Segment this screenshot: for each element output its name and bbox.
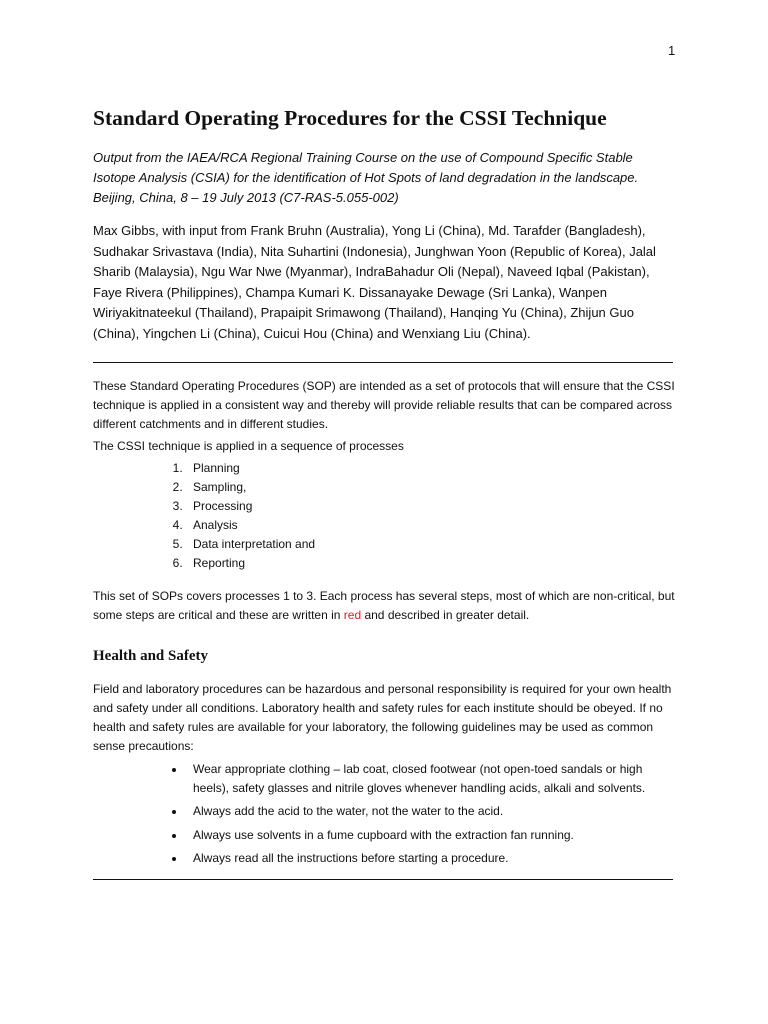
process-list	[93, 459, 677, 573]
list-item: 1. Planning	[186, 459, 677, 478]
list-item: • Always read all the instructions before starting a procedure.	[186, 849, 677, 868]
section-heading-health-safety: Health and Safety	[93, 648, 209, 664]
list-item: 3. Processing	[186, 497, 677, 516]
document-title: Standard Operating Procedures for the CSSI Technique	[93, 106, 607, 130]
intro-paragraph: These Standard Operating Procedures (SOP) are intended as a set of protocols that will ensure that the CSSI technique is applied in a consistent way and thereby will provide reliable results that can be compared across different catchments and in different studies.	[93, 379, 675, 431]
sop-note-text: This set of SOPs covers processes 1 to 3. Each process has several steps, most of which are non-critical, but some steps are critical and these are written in	[93, 589, 675, 622]
document-body	[93, 104, 677, 880]
list-item: 5. Data interpretation and	[186, 535, 677, 554]
safety-guidelines-list	[93, 760, 677, 868]
author-list: Max Gibbs, with input from Frank Bruhn (Australia), Yong Li (China), Md. Tarafder (Bangladesh), Sudhakar Srivastava (India), Nita Suhartini (Indonesia), Junghwan Yoon (Republic of Korea), Jalal Sharib (Malaysia), Ngu War Nwe (Myanmar), IndraBahadur Oli (Nepal), Naveed Iqbal (Pakistan), Faye Rivera (Philippines), Champa Kumari K. Dissanayake Dewage (Sri Lanka), Wanpen Wiriyakitnateekul (Thailand), Prapaipit Srimawong (Thailand), Hanqing Yu (China), Zhijun Guo (China), Yingchen Li (China), Cuicui Hou (China) and Wenxiang Liu (China).	[93, 223, 656, 341]
list-item: • Always use solvents in a fume cupboard with the extraction fan running.	[186, 826, 677, 845]
divider	[93, 362, 673, 363]
document-subtitle: Output from the IAEA/RCA Regional Training Course on the use of Compound Specific Stable Isotope Analysis (CSIA) for the identification of Hot Spots of land degradation in the landscape. Beijing, China, 8 – 19 July 2013 (C7-RAS-5.055-002)	[93, 150, 639, 205]
sop-note-text-end: and described in greater detail.	[361, 608, 530, 622]
sequence-lead: The CSSI technique is applied in a sequence of processes	[93, 439, 404, 453]
list-item: 2. Sampling,	[186, 478, 677, 497]
health-safety-intro: Field and laboratory procedures can be hazardous and personal responsibility is required for your own health and safety under all conditions. Laboratory health and safety rules for each institute should be obeyed. If no health and safety rules are available for your laboratory, the following guidelines may be used as common sense precautions:	[93, 682, 672, 753]
page-number: 1	[668, 43, 676, 58]
list-item: • Wear appropriate clothing – lab coat, closed footwear (not open-toed sandals or high heels), safety glasses and nitrile gloves whenever handling acids, alkali and solvents.	[186, 760, 677, 797]
list-item: • Always add the acid to the water, not the water to the acid.	[186, 802, 677, 821]
red-highlight: red	[343, 608, 362, 622]
sop-note	[93, 587, 677, 625]
divider	[93, 879, 673, 880]
list-item: 4. Analysis	[186, 516, 677, 535]
list-item: 6. Reporting	[186, 554, 677, 573]
